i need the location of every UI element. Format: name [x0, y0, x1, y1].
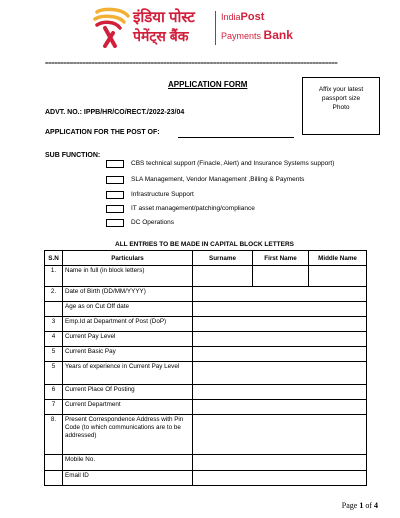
table-row: Mobile No. — [45, 455, 367, 471]
table-row: 5 Current Basic Pay — [45, 347, 367, 362]
logo-english-line2: Payments Bank — [221, 28, 293, 42]
table-row: 4 Current Pay Level — [45, 332, 367, 347]
sub-function-option-infrastructure[interactable]: Infrastructure Support — [106, 190, 194, 199]
header-middle-name: Middle Name — [309, 251, 367, 266]
checkbox[interactable] — [106, 191, 124, 199]
value-cell[interactable] — [193, 455, 367, 471]
first-name-cell[interactable] — [253, 266, 309, 287]
value-cell[interactable] — [193, 362, 367, 385]
checkbox[interactable] — [106, 176, 124, 184]
checkbox[interactable] — [106, 160, 124, 168]
table-row: Age as on Cut Off date — [45, 302, 367, 317]
value-cell[interactable] — [193, 317, 367, 332]
capital-letters-note: ALL ENTRIES TO BE MADE IN CAPITAL BLOCK LETTERS — [115, 241, 294, 248]
table-row: 7 Current Department — [45, 400, 367, 415]
header-separator: ============================================================================================== — [45, 61, 338, 67]
sub-function-label: SUB FUNCTION: — [45, 152, 101, 159]
table-row: 2. Date of Birth (DD/MM/YYYY) — [45, 287, 367, 302]
value-cell[interactable] — [193, 332, 367, 347]
logo-hindi-line1: इंडिया पोस्ट — [133, 9, 195, 26]
middle-name-cell[interactable] — [309, 266, 367, 287]
table-row: 5 Years of experience in Current Pay Level — [45, 362, 367, 385]
value-cell[interactable] — [193, 471, 367, 486]
post-applied-label: APPLICATION FOR THE POST OF: — [45, 129, 160, 136]
logo-english-line1: IndiaPost — [221, 11, 265, 23]
value-cell[interactable] — [193, 415, 367, 455]
surname-cell[interactable] — [193, 266, 253, 287]
table-row: 6 Current Place Of Posting — [45, 385, 367, 400]
form-title: APPLICATION FORM — [168, 80, 248, 89]
value-cell[interactable] — [193, 385, 367, 400]
table-row: 3 Emp.Id at Department of Post (DoP) — [45, 317, 367, 332]
photo-box: Affix your latest passport size Photo — [302, 77, 380, 135]
value-cell[interactable] — [193, 302, 367, 317]
sub-function-option-sla[interactable]: SLA Management, Vendor Management ,Billing & Payments — [106, 175, 304, 184]
table-row: 8. Present Correspondence Address with Pin Code (to which communications are to be addressed) — [45, 415, 367, 455]
value-cell[interactable] — [193, 287, 367, 302]
post-applied-input-line[interactable] — [178, 137, 294, 138]
header-sn: S.N — [45, 251, 63, 266]
table-header-row — [45, 251, 367, 266]
logo-hindi-line2: पेमेंट्स बैंक — [133, 28, 189, 44]
value-cell[interactable] — [193, 400, 367, 415]
sub-function-option-cbs[interactable]: CBS technical support (Finacle, Alert) and Insurance Systems support) — [106, 159, 334, 168]
logo-divider — [215, 11, 216, 45]
page-number: Page 1 of 4 — [341, 501, 378, 510]
application-form-table — [44, 250, 367, 486]
table-row: Email ID — [45, 471, 367, 486]
checkbox[interactable] — [106, 205, 124, 213]
header-surname: Surname — [193, 251, 253, 266]
header-first-name: First Name — [253, 251, 309, 266]
value-cell[interactable] — [193, 347, 367, 362]
ippb-logo-icon — [93, 6, 131, 48]
checkbox[interactable] — [106, 219, 124, 227]
advt-number: ADVT. NO.: IPPB/HR/CO/RECT./2022-23/04 — [45, 109, 185, 116]
sub-function-option-it-asset[interactable]: IT asset management/patching/compliance — [106, 204, 255, 213]
header-particulars: Particulars — [63, 251, 193, 266]
table-row: 1. Name in full (in block letters) — [45, 266, 367, 287]
sub-function-option-dc-operations[interactable]: DC Operations — [106, 218, 174, 227]
